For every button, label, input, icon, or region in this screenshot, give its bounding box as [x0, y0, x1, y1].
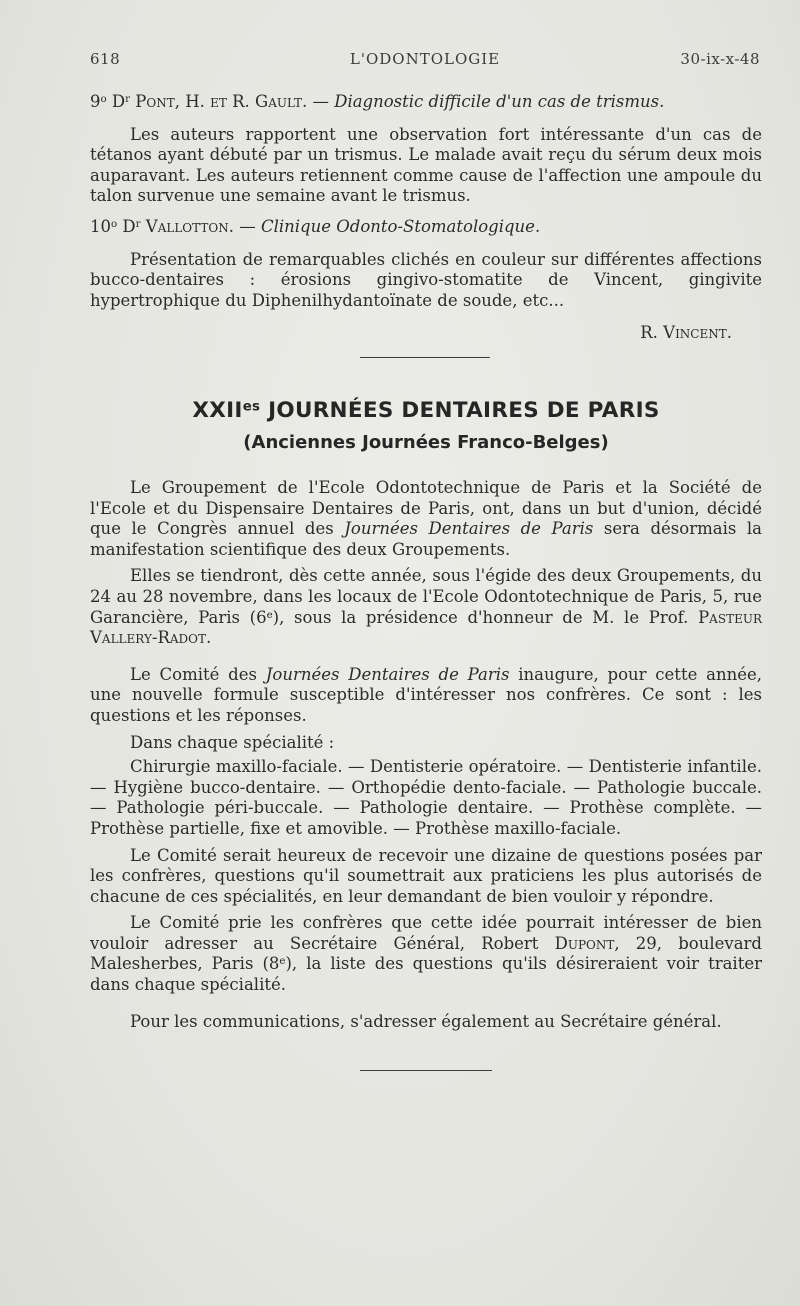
- item-10: [90, 217, 762, 344]
- item-9-heading: 9$^o$ $D^r$ Pont, H. et R. Gault. — Diagnostic difficile d'un cas de trismus.: [90, 92, 665, 111]
- item-10-heading: 10$^o$ $D^r$ Vallotton. — Clinique Odonto-Stomatologique.: [90, 217, 541, 236]
- section-subtitle: (Anciennes Journées Franco-Belges): [243, 432, 609, 453]
- specialties-list: Chirurgie maxillo-faciale. — Dentisterie opératoire. — Dentisterie infantile. — Hygiène bucco-dentaire. — Orthopédie dento-faciale. — Pathologie buccale. — Pathologie péri-buccale. — Pathologie dentaire. — Prothèse complète. — Prothèse partielle, fixe et amovible. — Prothèse maxillo-faciale.: [90, 757, 762, 838]
- issue-date: 30-ix-x-48: [680, 50, 760, 68]
- item-10-author: Vallotton.: [145, 217, 234, 236]
- paragraph-4: Dans chaque spécialité :: [130, 732, 335, 752]
- item-10-signature: R. Vincent.: [640, 323, 732, 343]
- item-9-body: Les auteurs rapportent une observation fort intéressante d'un cas de tétanos ayant débuté par un trismus. Le malade avait reçu du sérum deux mois auparavant. Les auteurs retiennent comme cause de l'affection une ampoule du talon survenue une semaine avant le trismus.: [90, 124, 762, 206]
- item-9-authors: Pont, H. et R. Gault.: [135, 92, 308, 111]
- paragraph-1: Le Groupement de l'Ecole Odontotechnique de Paris et la Société de l'Ecole et du Dispensaire Dentaires de Paris, ont, dans un but d'union, décidé que le Congrès annuel des Journées Dentaires de Paris sera désormais la manifestation scientifique des deux Groupements.: [90, 478, 763, 559]
- end-rule: [360, 1070, 492, 1071]
- item-9: [90, 92, 762, 207]
- running-head: [90, 50, 760, 72]
- paragraph-2: Elles se tiendront, dès cette année, sous l'égide des deux Groupements, du 24 au 28 novembre, dans les locaux de l'Ecole Odontotechnique de Paris, 5, rue Garancière, Paris (6e), sous la présidence d'honneur de M. le Prof. Pasteur Vallery-Radot.: [90, 566, 762, 648]
- item-9-title: Diagnostic difficile d'un cas de trismus.: [334, 92, 665, 111]
- paragraph-6: Le Comité serait heureux de recevoir une dizaine de questions posées par les confrères, questions qu'il soumettrait aux praticiens les plus autorisés de chacune de ces spécialités, en leur demandant de bien vouloir y répondre.: [90, 845, 762, 906]
- paragraph-8: Pour les communications, s'adresser également au Secrétaire général.: [130, 1011, 722, 1031]
- paragraph-7: Le Comité prie les confrères que cette idée pourrait intéresser de bien vouloir adresser au Secrétaire Général, Robert Dupont, 29, boulevard Malesherbes, Paris (8e), la liste des questions qu'ils désireraient voir traiter dans chaque spécialité.: [90, 913, 762, 995]
- separator-rule: [360, 357, 490, 358]
- item-10-body: Présentation de remarquables clichés en couleur sur différentes affections bucco-dentaires : érosions gingivo-stomatite de Vincent, gingivite hypertrophique du Diphenilhydantoïnate de soude, etc...: [90, 249, 762, 310]
- page-number: 618: [90, 50, 121, 68]
- journal-title: L'ODONTOLOGIE: [349, 50, 501, 68]
- section-title: $XXII^{es}$ JOURNÉES DENTAIRES DE PARIS: [192, 398, 660, 423]
- paragraph-3: Le Comité des Journées Dentaires de Paris inaugure, pour cette année, une nouvelle formule susceptible d'intéresser nos confrères. Ce sont : les questions et les réponses.: [90, 664, 762, 725]
- item-10-title: Clinique Odonto-Stomatologique.: [260, 217, 541, 236]
- section-body: [90, 478, 762, 1032]
